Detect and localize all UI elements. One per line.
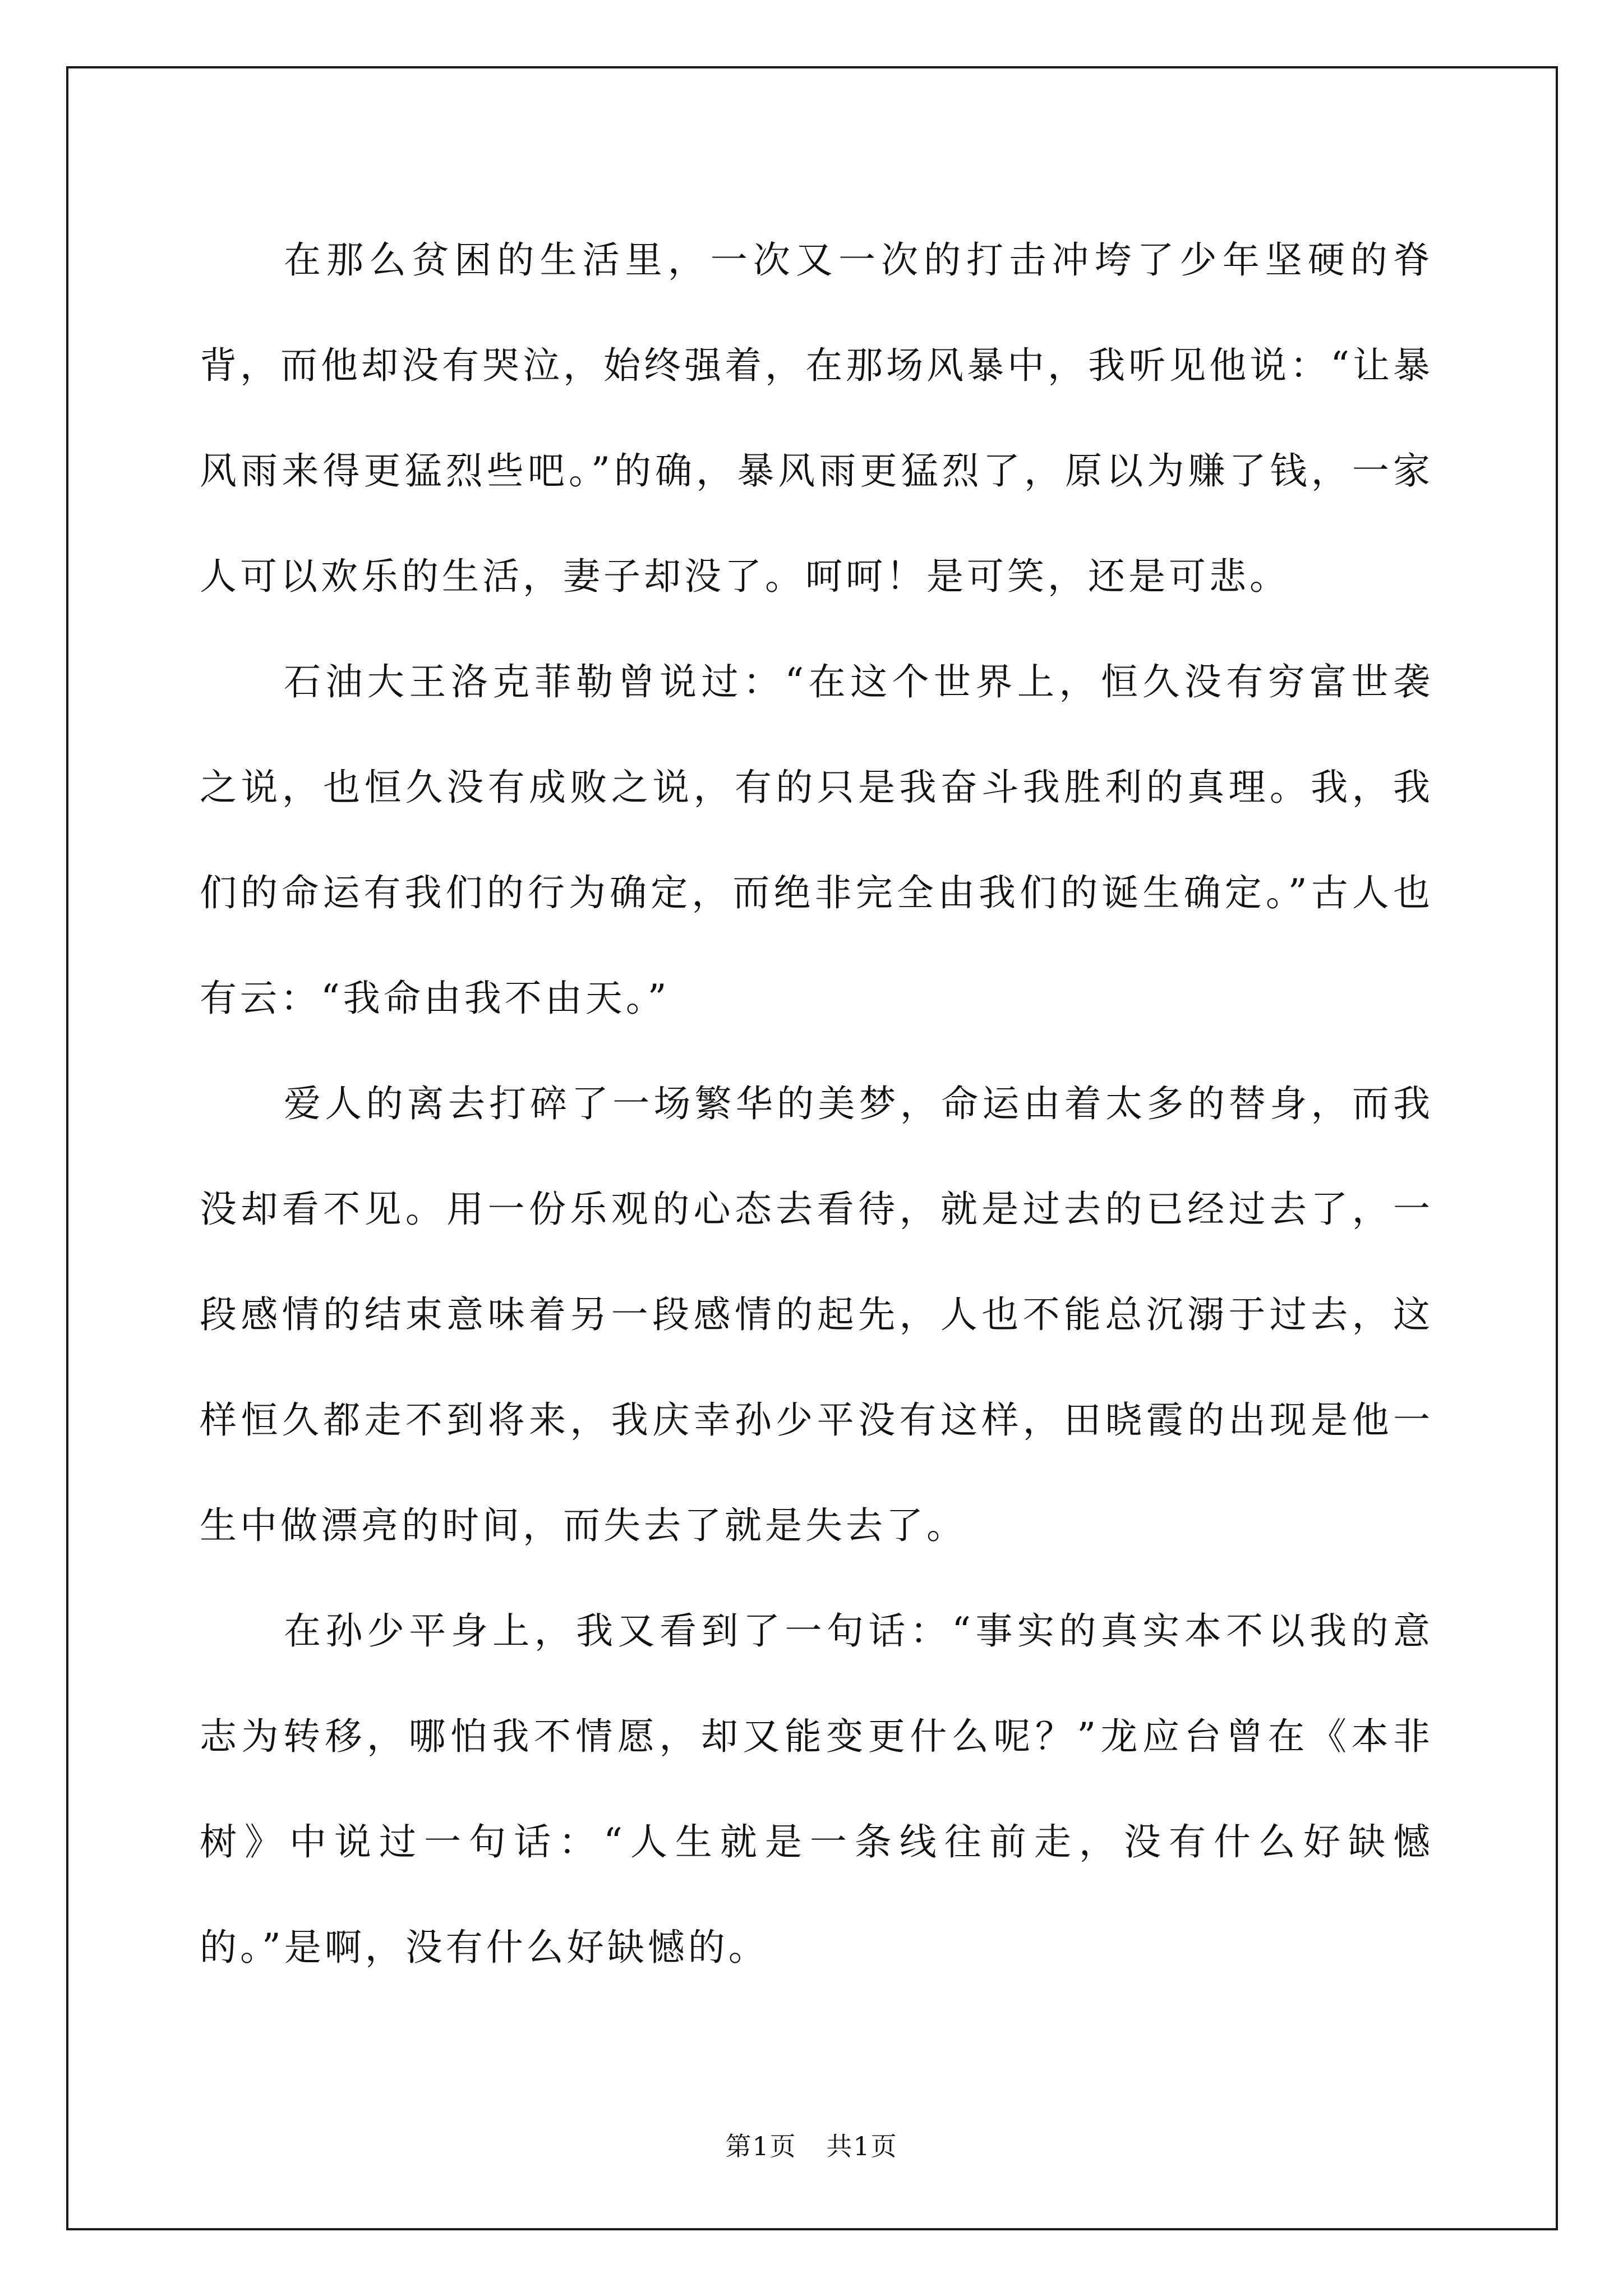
- page-footer: [0, 2126, 1623, 2163]
- paragraph-3: 爱人的离去打碎了一场繁华的美梦，命运由着太多的替身，而我没却看不见。用一份乐观的心态去看待，就是过去的已经过去了，一段感情的结束意味着另一段感情的起先，人也不能总沉溺于过去，这样恒久都走不到将来，我庆幸孙少平没有这样，田晓霞的出现是他一生中做漂亮的时间，而失去了就是失去了。: [200, 1082, 1433, 1547]
- paragraph-4: 在孙少平身上，我又看到了一句话：“事实的真实本不以我的意志为转移，哪怕我不情愿，却又能变更什么呢？”龙应台曾在《本非树》中说过一句话：“人生就是一条线往前走，没有什么好缺憾的。”是啊，没有什么好缺憾的。: [200, 1609, 1433, 1969]
- document-body: [200, 208, 1433, 2000]
- paragraph-1: 在那么贫困的生活里，一次又一次的打击冲垮了少年坚硬的脊背，而他却没有哭泣，始终强着，在那场风暴中，我听见他说：“让暴风雨来得更猛烈些吧。”的确，暴风雨更猛烈了，原以为赚了钱，一家人可以欢乐的生活，妻子却没了。呵呵！是可笑，还是可悲。: [200, 238, 1433, 598]
- page-number-current: 第1页: [725, 2131, 797, 2161]
- page-number-total: 共1页: [826, 2131, 898, 2161]
- paragraph-2: 石油大王洛克菲勒曾说过：“在这个世界上，恒久没有穷富世袭之说，也恒久没有成败之说，有的只是我奋斗我胜利的真理。我，我们的命运有我们的行为确定，而绝非完全由我们的诞生确定。”古人也有云：“我命由我不由天。”: [200, 660, 1433, 1020]
